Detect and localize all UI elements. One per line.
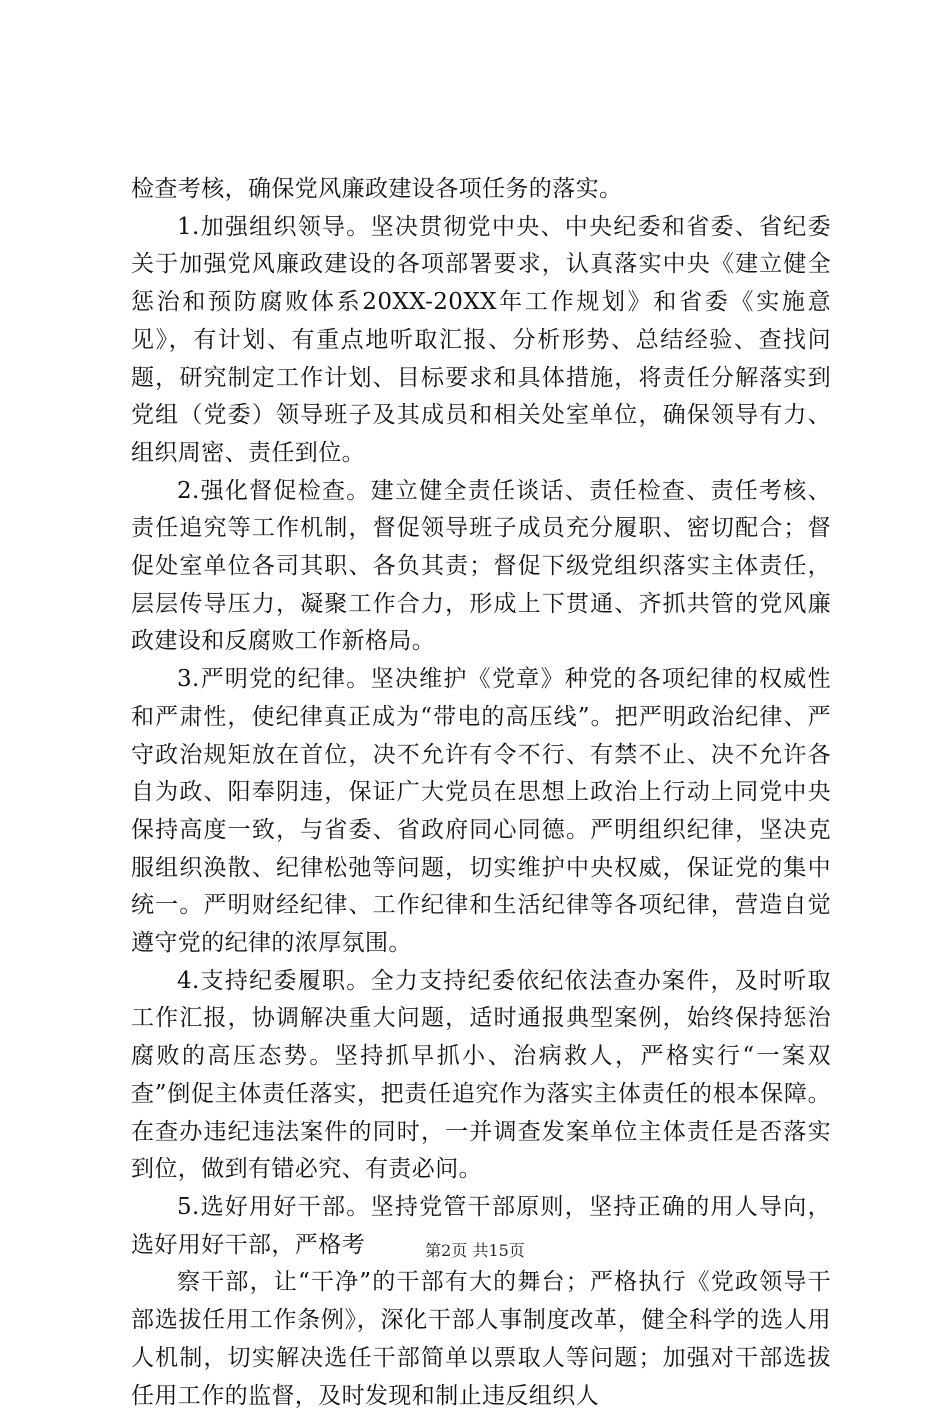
page-number: 第2页 共15页 — [425, 1241, 525, 1260]
paragraph-continuation: 检查考核，确保党风廉政建设各项任务的落实。 — [131, 176, 623, 202]
paragraph-item-5: 5.选好用好干部。坚持党管干部原则，坚持正确的用人导向，选好用好干部，严格考 — [131, 1193, 831, 1258]
paragraph-item-3: 3.严明党的纪律。坚决维护《党章》种党的各项纪律的权威性和严肃性，使纪律真正成为“带电的高压线”。把严明政治纪律、严守政治规矩放在首位，决不允许有令不行、有禁不止、决不允许各自为政、阳奉阴违，保证广大党员在思想上政治上行动上同党中央保持高度一致，与省委、省政府同心同德。严明组织纪律，坚决克服组织涣散、纪律松弛等问题，切实维护中央权威，保证党的集中统一。严明财经纪律、工作纪律和生活纪律等各项纪律，营造自觉遵守党的纪律的浓厚氛围。 — [131, 666, 831, 957]
document-body — [131, 171, 831, 1415]
paragraph-item-1: 1.加强组织领导。坚决贯彻党中央、中央纪委和省委、省纪委关于加强党风廉政建设的各项部署要求，认真落实中央《建立健全惩治和预防腐败体系20XX-20XX年工作规划》和省委《实施意见》，有计划、有重点地听取汇报、分析形势、总结经验、查找问题，研究制定工作计划、目标要求和具体措施，将责任分解落实到党组（党委）领导班子及其成员和相关处室单位，确保领导有力、组织周密、责任到位。 — [131, 213, 831, 466]
paragraph-item-5-continued: 察干部，让“干净”的干部有大的舞台；严格执行《党政领导干部选拔任用工作条例》，深化干部人事制度改革，健全科学的选人用人机制，切实解决选任干部简单以票取人等问题；加强对干部选拔任用工作的监督，及时发现和制止违反组织人 — [131, 1269, 831, 1409]
page-footer — [0, 1240, 950, 1262]
paragraph-item-4: 4.支持纪委履职。全力支持纪委依纪依法查办案件，及时听取工作汇报，协调解决重大问题，适时通报典型案例，始终保持惩治腐败的高压态势。坚持抓早抓小、治病救人，严格实行“一案双查”倒促主体责任落实，把责任追究作为落实主体责任的根本保障。在查办违纪违法案件的同时，一并调查发案单位主体责任是否落实到位，做到有错必究、有责必问。 — [131, 967, 831, 1183]
paragraph-item-2: 2.强化督促检查。建立健全责任谈话、责任检查、责任考核、责任追究等工作机制，督促领导班子成员充分履职、密切配合；督促处室单位各司其职、各负其责；督促下级党组织落实主体责任，层层传导压力，凝聚工作合力，形成上下贯通、齐抓共管的党风廉政建设和反腐败工作新格局。 — [131, 477, 831, 655]
